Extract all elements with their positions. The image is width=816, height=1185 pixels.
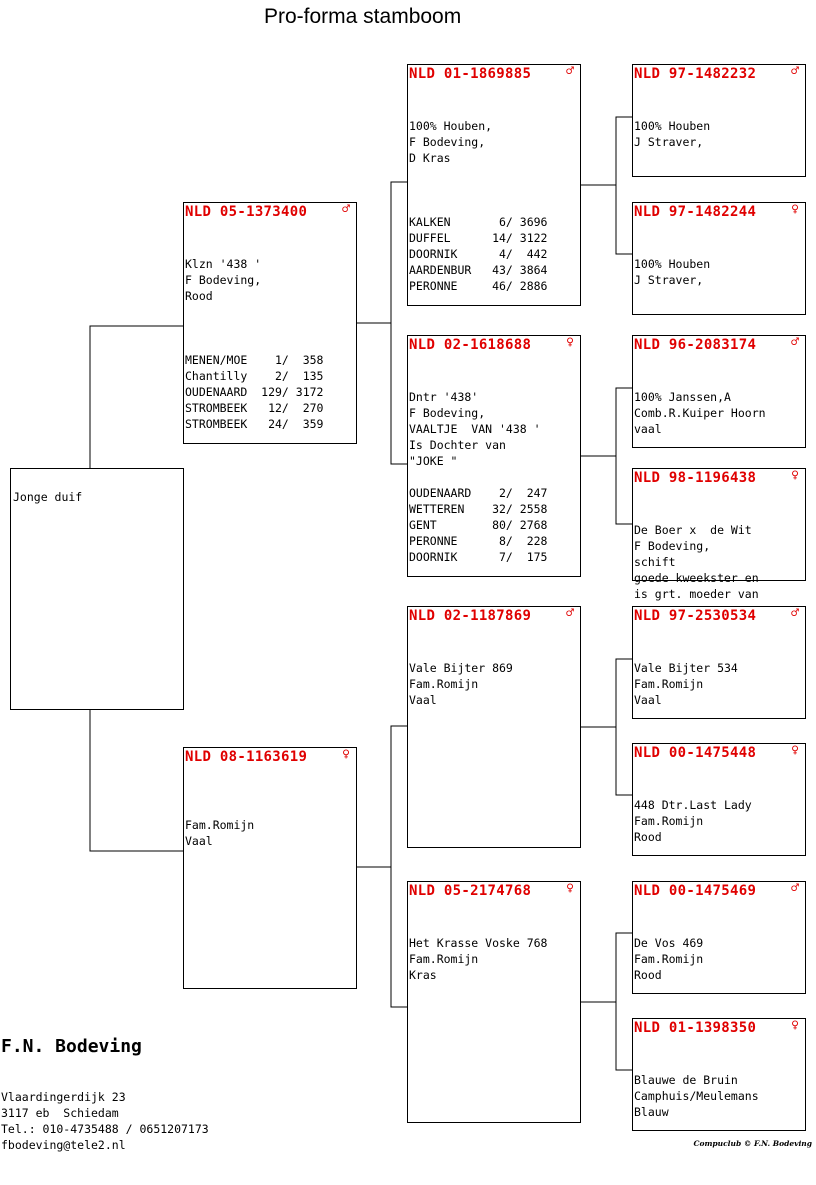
owner-block bbox=[1, 1036, 209, 1185]
dam-sire-lines: Vale Bijter 869 Fam.Romijn Vaal bbox=[409, 661, 513, 707]
ssd-female-icon: ♀ bbox=[791, 202, 799, 217]
sire-dam-results: OUDENAARD 2/ 247 WETTEREN 32/ 2558 GENT 80/ 2768 PERONNE 8/ 228 DOORNIK 7/ 175 bbox=[409, 486, 548, 564]
dds-ring: NLD 00-1475469 bbox=[634, 883, 757, 899]
dam-dam-ring: NLD 05-2174768 bbox=[409, 883, 532, 899]
credit-line: Compuclub © F.N. Bodeving bbox=[693, 1139, 812, 1148]
subject-box bbox=[10, 468, 184, 710]
dam-sire-ring: NLD 02-1187869 bbox=[409, 608, 532, 624]
ssd-ring: NLD 97-1482244 bbox=[634, 204, 757, 220]
dam-dam-female-icon: ♀ bbox=[566, 881, 574, 896]
dds-male-icon: ♂ bbox=[791, 881, 799, 896]
subject-label: Jonge duif bbox=[13, 490, 83, 504]
dsd-box bbox=[632, 743, 806, 856]
dss-ring: NLD 97-2530534 bbox=[634, 608, 757, 624]
owner-address: Vlaardingerdijk 23 3117 eb Schiedam Tel.: 010-4735488 / 0651207173 fbodeving@tele2.nl bbox=[1, 1090, 209, 1152]
sire-lines: Klzn '438 ' F Bodeving, Rood bbox=[185, 257, 262, 303]
dss-male-icon: ♂ bbox=[791, 606, 799, 621]
sire-dam-lines: Dntr '438' F Bodeving, VAALTJE VAN '438 ' Is Dochter van "JOKE " bbox=[409, 390, 541, 468]
sire-results: MENEN/MOE 1/ 358 Chantilly 2/ 135 OUDENAARD 129/ 3172 STROMBEEK 12/ 270 STROMBEEK 24/ 359 bbox=[185, 353, 324, 431]
dam-dam-lines: Het Krasse Voske 768 Fam.Romijn Kras bbox=[409, 936, 548, 982]
dam-sire-box bbox=[407, 606, 581, 848]
sss-box bbox=[632, 64, 806, 177]
sds-lines: 100% Janssen,A Comb.R.Kuiper Hoorn vaal bbox=[634, 390, 766, 436]
ddd-female-icon: ♀ bbox=[791, 1018, 799, 1033]
ddd-box bbox=[632, 1018, 806, 1131]
sds-male-icon: ♂ bbox=[791, 335, 799, 350]
dds-box bbox=[632, 881, 806, 994]
sire-sire-lines: 100% Houben, F Bodeving, D Kras bbox=[409, 119, 493, 165]
sdd-box bbox=[632, 468, 806, 601]
sds-box bbox=[632, 335, 806, 448]
sss-male-icon: ♂ bbox=[791, 64, 799, 79]
sss-ring: NLD 97-1482232 bbox=[634, 66, 757, 82]
dam-female-icon: ♀ bbox=[342, 747, 350, 762]
sdd-lines: De Boer x de Wit F Bodeving, schift goede kweekster en is grt. moeder van bbox=[634, 523, 759, 601]
ssd-lines: 100% Houben J Straver, bbox=[634, 257, 711, 287]
sire-dam-box bbox=[407, 335, 581, 577]
sire-box bbox=[183, 202, 357, 444]
dds-lines: De Vos 469 Fam.Romijn Rood bbox=[634, 936, 704, 982]
dam-lines: Fam.Romijn Vaal bbox=[185, 818, 255, 848]
sss-lines: 100% Houben J Straver, bbox=[634, 119, 711, 149]
dss-lines: Vale Bijter 534 Fam.Romijn Vaal bbox=[634, 661, 738, 707]
dsd-ring: NLD 00-1475448 bbox=[634, 745, 757, 761]
sire-sire-ring: NLD 01-1869885 bbox=[409, 66, 532, 82]
ddd-ring: NLD 01-1398350 bbox=[634, 1020, 757, 1036]
page-title: Pro-forma stamboom bbox=[264, 5, 462, 28]
sire-sire-male-icon: ♂ bbox=[566, 64, 574, 79]
dam-box bbox=[183, 747, 357, 989]
owner-name: F.N. Bodeving bbox=[1, 1036, 142, 1057]
dam-dam-box bbox=[407, 881, 581, 1123]
sire-male-icon: ♂ bbox=[342, 202, 350, 217]
dam-ring: NLD 08-1163619 bbox=[185, 749, 308, 765]
sdd-female-icon: ♀ bbox=[791, 468, 799, 483]
ddd-lines: Blauwe de Bruin Camphuis/Meulemans Blauw bbox=[634, 1073, 759, 1119]
dsd-lines: 448 Dtr.Last Lady Fam.Romijn Rood bbox=[634, 798, 752, 844]
dam-sire-male-icon: ♂ bbox=[566, 606, 574, 621]
sire-sire-results: KALKEN 6/ 3696 DUFFEL 14/ 3122 DOORNIK 4/ 442 AARDENBUR 43/ 3864 PERONNE 46/ 2886 bbox=[409, 215, 548, 293]
sds-ring: NLD 96-2083174 bbox=[634, 337, 757, 353]
sire-ring: NLD 05-1373400 bbox=[185, 204, 308, 220]
dsd-female-icon: ♀ bbox=[791, 743, 799, 758]
sdd-ring: NLD 98-1196438 bbox=[634, 470, 757, 486]
dss-box bbox=[632, 606, 806, 719]
sire-dam-ring: NLD 02-1618688 bbox=[409, 337, 532, 353]
ssd-box bbox=[632, 202, 806, 315]
sire-dam-female-icon: ♀ bbox=[566, 335, 574, 350]
sire-sire-box bbox=[407, 64, 581, 306]
